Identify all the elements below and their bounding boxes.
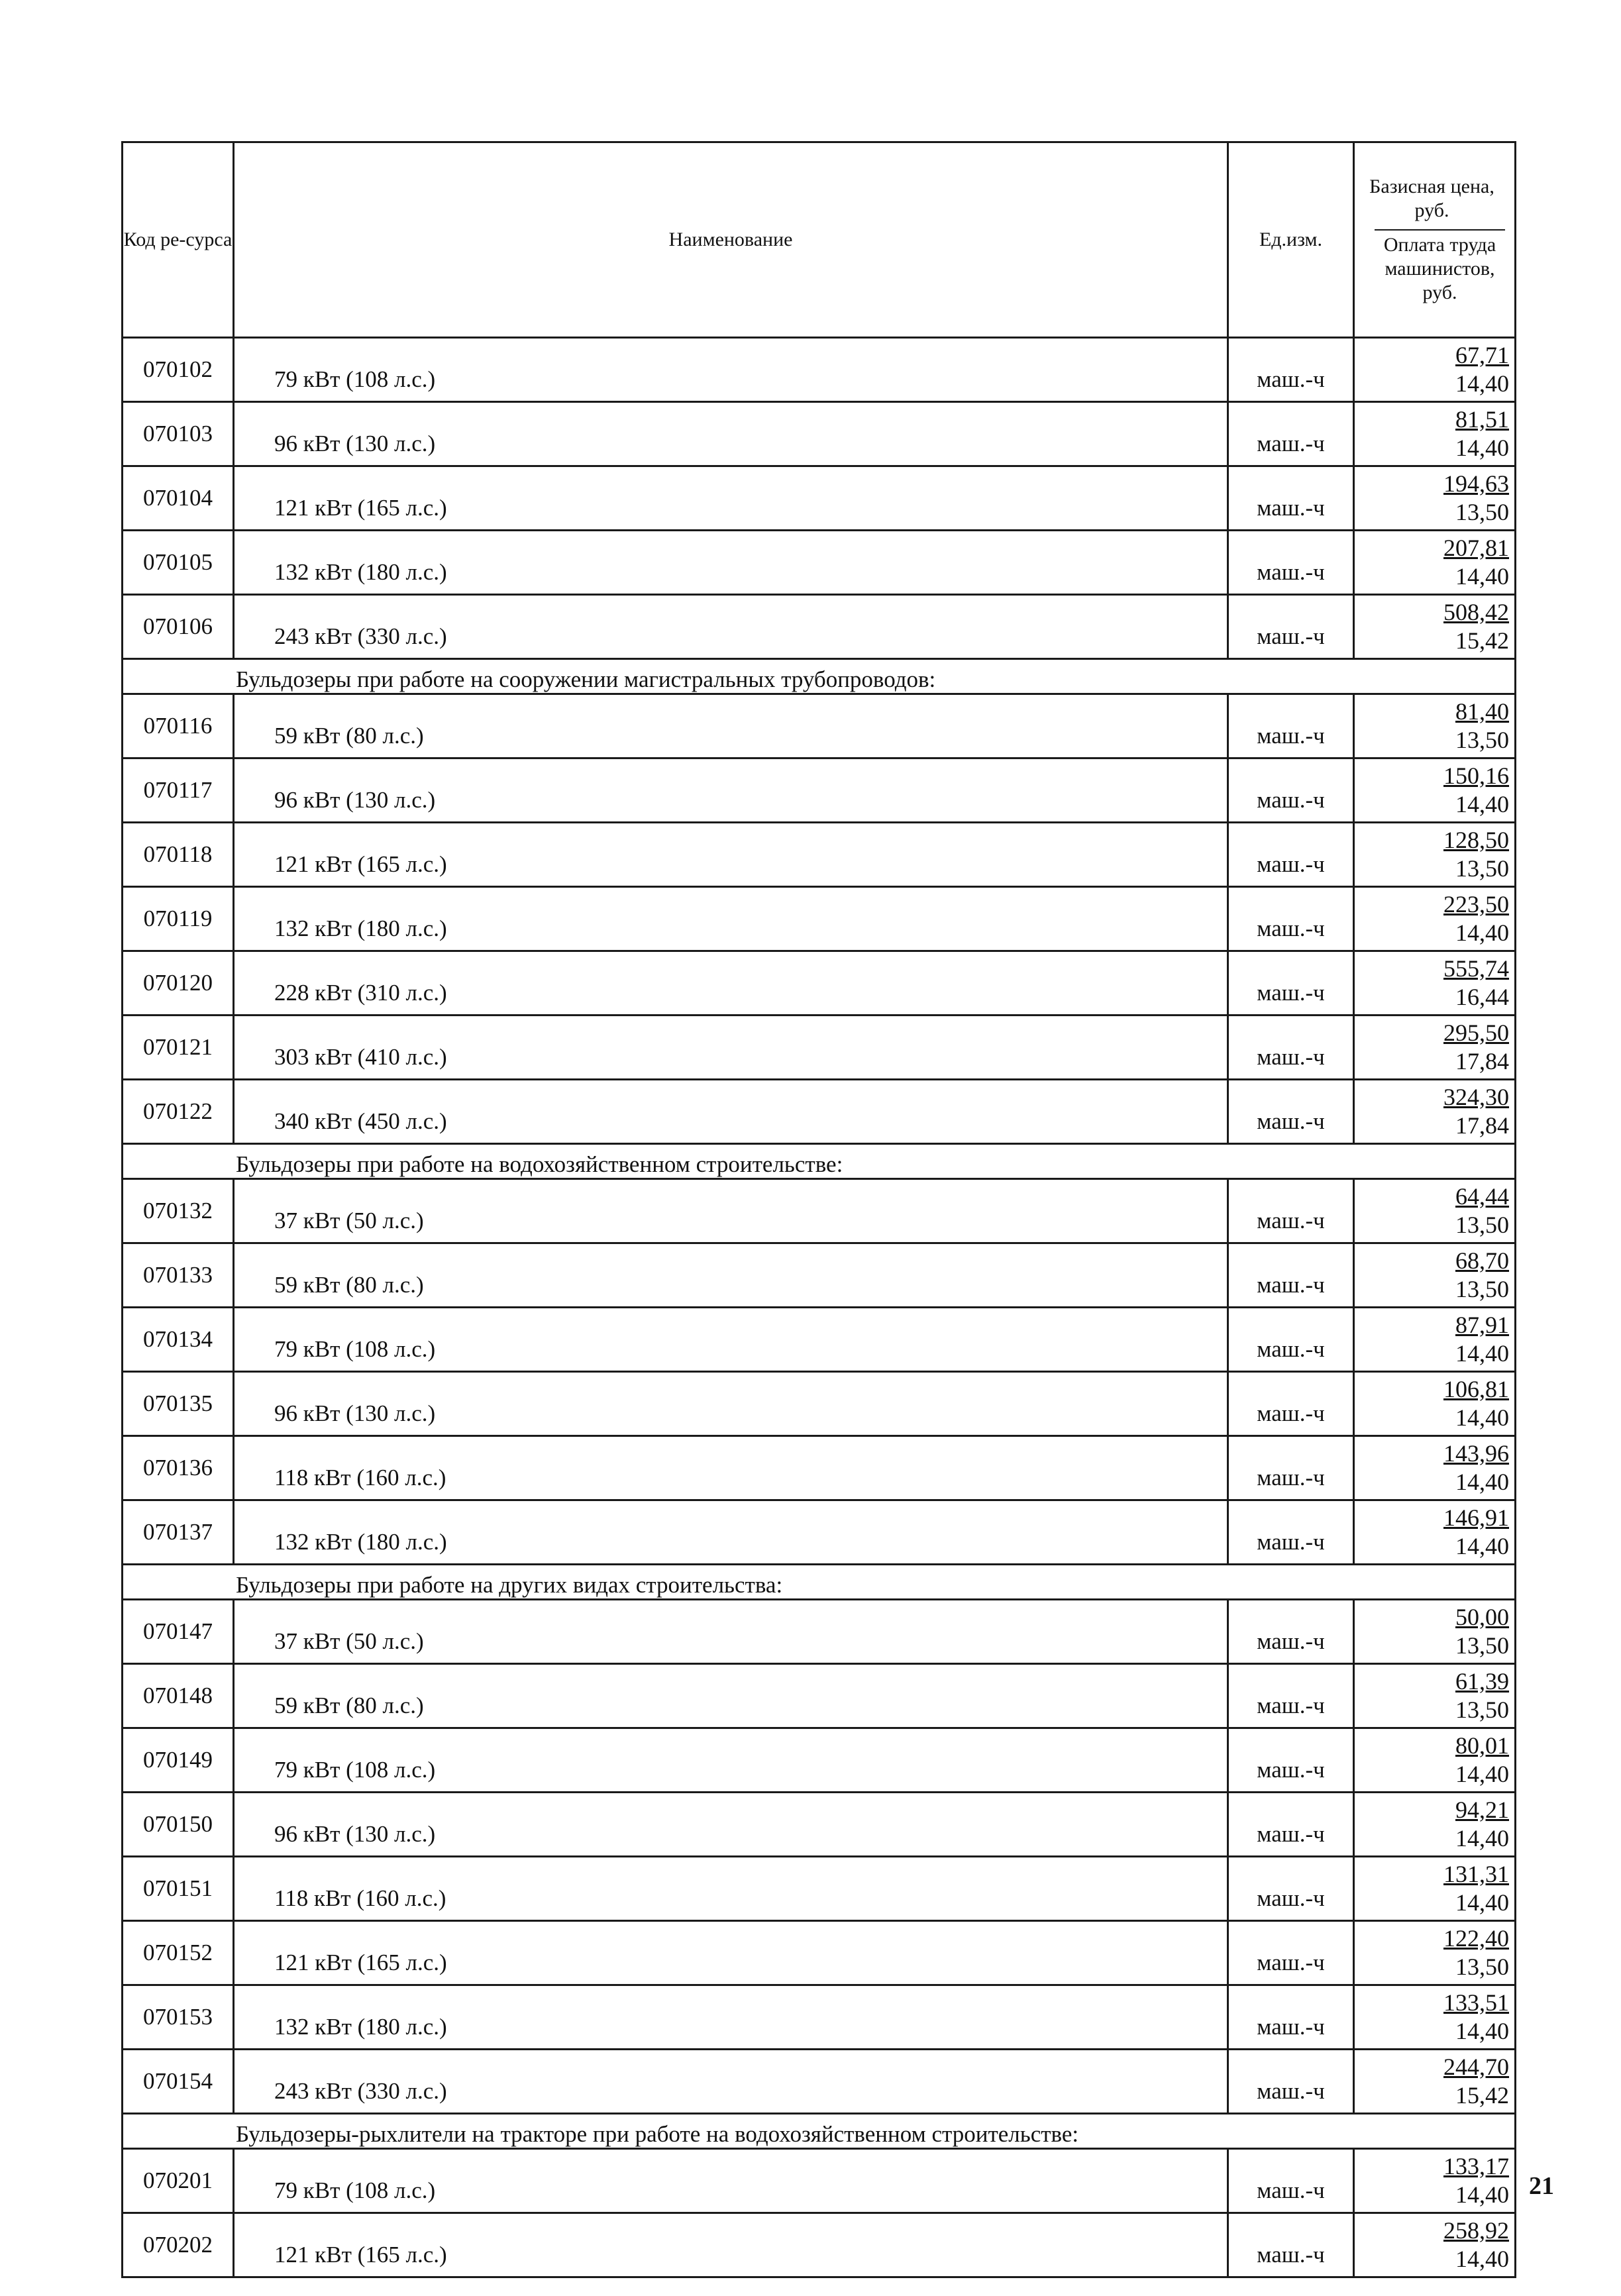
table-row [123,466,1516,531]
price-cell [1354,2149,1516,2213]
unit: маш.-ч [1228,1308,1354,1372]
table-row [123,823,1516,887]
resource-name: 96 кВт (130 л.с.) [234,758,1228,823]
base-price: 94,21 [1455,1797,1509,1823]
table-row [123,1728,1516,1793]
unit: маш.-ч [1228,1016,1354,1080]
base-price: 508,42 [1443,599,1509,625]
resource-name: 132 кВт (180 л.с.) [234,531,1228,595]
price-cell [1354,1985,1516,2050]
labor-pay: 14,40 [1455,563,1509,590]
unit: маш.-ч [1228,1179,1354,1243]
unit: маш.-ч [1228,758,1354,823]
table-row [123,758,1516,823]
base-price: 143,96 [1443,1440,1509,1467]
base-price: 87,91 [1455,1312,1509,1338]
resource-code: 070151 [123,1857,234,1921]
resource-name: 79 кВт (108 л.с.) [234,1308,1228,1372]
resource-name: 59 кВт (80 л.с.) [234,1243,1228,1308]
base-price: 122,40 [1443,1925,1509,1952]
resource-code: 070201 [123,2149,234,2213]
section-title: Бульдозеры при работе на других видах строительства: [123,1565,1516,1600]
base-price: 50,00 [1455,1604,1509,1630]
labor-pay: 14,40 [1455,2246,1509,2272]
labor-pay: 15,42 [1455,2082,1509,2109]
header-name: Наименование [234,142,1228,338]
resource-name: 79 кВт (108 л.с.) [234,2149,1228,2213]
resource-code: 070119 [123,887,234,951]
labor-pay: 14,40 [1455,1761,1509,1787]
labor-pay: 14,40 [1455,1404,1509,1431]
table-row [123,1600,1516,1664]
table-row [123,2213,1516,2277]
table-row [123,1436,1516,1500]
unit: маш.-ч [1228,951,1354,1016]
base-price: 80,01 [1455,1732,1509,1759]
unit: маш.-ч [1228,694,1354,758]
resource-name: 118 кВт (160 л.с.) [234,1857,1228,1921]
unit: маш.-ч [1228,531,1354,595]
table-row [123,1921,1516,1985]
table-row [123,1016,1516,1080]
price-cell [1354,823,1516,887]
table-row [123,338,1516,402]
section-row [123,659,1516,694]
labor-pay: 14,40 [1455,791,1509,817]
price-cell [1354,1436,1516,1500]
resource-name: 59 кВт (80 л.с.) [234,694,1228,758]
labor-pay: 17,84 [1455,1048,1509,1074]
table-row [123,1080,1516,1144]
unit: маш.-ч [1228,1857,1354,1921]
table-row [123,1372,1516,1436]
unit: маш.-ч [1228,1600,1354,1664]
unit: маш.-ч [1228,2149,1354,2213]
resource-code: 070136 [123,1436,234,1500]
resource-name: 96 кВт (130 л.с.) [234,1372,1228,1436]
resource-code: 070152 [123,1921,234,1985]
section-title: Бульдозеры при работе на сооружении магистральных трубопроводов: [123,659,1516,694]
price-cell [1354,531,1516,595]
base-price: 223,50 [1443,891,1509,917]
price-cell [1354,1600,1516,1664]
price-cell [1354,1664,1516,1728]
labor-pay: 13,50 [1455,1276,1509,1302]
base-price: 81,51 [1455,406,1509,433]
table-row [123,951,1516,1016]
unit: маш.-ч [1228,1436,1354,1500]
base-price: 555,74 [1443,955,1509,982]
table-row [123,1179,1516,1243]
table-row [123,531,1516,595]
labor-pay: 17,84 [1455,1112,1509,1139]
resource-name: 121 кВт (165 л.с.) [234,2213,1228,2277]
resource-code: 070135 [123,1372,234,1436]
labor-pay: 15,42 [1455,627,1509,654]
resource-code: 070148 [123,1664,234,1728]
resource-code: 070202 [123,2213,234,2277]
table-header-row [123,142,1516,338]
price-cell [1354,887,1516,951]
base-price: 61,39 [1455,1668,1509,1695]
table-body [123,338,1516,2277]
resource-code: 070137 [123,1500,234,1565]
header-code: Код ре-сурса [123,142,234,338]
labor-pay: 13,50 [1455,855,1509,882]
labor-pay: 14,40 [1455,435,1509,461]
resource-name: 132 кВт (180 л.с.) [234,1985,1228,2050]
unit: маш.-ч [1228,1500,1354,1565]
price-cell [1354,466,1516,531]
unit: маш.-ч [1228,402,1354,466]
resource-code: 070120 [123,951,234,1016]
unit: маш.-ч [1228,1921,1354,1985]
labor-pay: 13,50 [1455,499,1509,525]
resource-name: 228 кВт (310 л.с.) [234,951,1228,1016]
base-price: 64,44 [1455,1183,1509,1210]
price-table [121,141,1516,2278]
table-row [123,694,1516,758]
labor-pay: 14,40 [1455,1340,1509,1367]
table-row [123,1243,1516,1308]
price-cell [1354,1793,1516,1857]
price-cell [1354,1728,1516,1793]
table-row [123,1308,1516,1372]
price-cell [1354,1500,1516,1565]
labor-pay: 14,40 [1455,1469,1509,1495]
section-row [123,2114,1516,2149]
labor-pay: 14,40 [1455,2018,1509,2044]
unit: маш.-ч [1228,595,1354,659]
labor-pay: 14,40 [1455,1533,1509,1559]
table-row [123,595,1516,659]
resource-name: 37 кВт (50 л.с.) [234,1600,1228,1664]
base-price: 207,81 [1443,535,1509,561]
base-price: 67,71 [1455,342,1509,368]
price-cell [1354,1921,1516,1985]
labor-pay: 14,40 [1455,370,1509,397]
price-cell [1354,1016,1516,1080]
base-price: 68,70 [1455,1247,1509,1274]
resource-name: 118 кВт (160 л.с.) [234,1436,1228,1500]
unit: маш.-ч [1228,338,1354,402]
labor-pay: 14,40 [1455,919,1509,946]
header-labor-pay: Оплата труда машинистов, руб. [1375,229,1505,305]
price-cell [1354,1372,1516,1436]
resource-code: 070147 [123,1600,234,1664]
unit: маш.-ч [1228,1728,1354,1793]
resource-name: 59 кВт (80 л.с.) [234,1664,1228,1728]
labor-pay: 13,50 [1455,1696,1509,1723]
resource-name: 303 кВт (410 л.с.) [234,1016,1228,1080]
section-row [123,1565,1516,1600]
resource-name: 243 кВт (330 л.с.) [234,2050,1228,2114]
price-cell [1354,2213,1516,2277]
resource-code: 070153 [123,1985,234,2050]
header-price [1354,142,1516,338]
table-row [123,2050,1516,2114]
price-cell [1354,1243,1516,1308]
resource-name: 96 кВт (130 л.с.) [234,1793,1228,1857]
base-price: 244,70 [1443,2054,1509,2080]
price-cell [1354,694,1516,758]
resource-code: 070103 [123,402,234,466]
resource-name: 132 кВт (180 л.с.) [234,887,1228,951]
resource-code: 070132 [123,1179,234,1243]
unit: маш.-ч [1228,466,1354,531]
resource-code: 070149 [123,1728,234,1793]
unit: маш.-ч [1228,1372,1354,1436]
section-title: Бульдозеры при работе на водохозяйственном строительстве: [123,1144,1516,1179]
base-price: 324,30 [1443,1084,1509,1110]
unit: маш.-ч [1228,887,1354,951]
table-row [123,1793,1516,1857]
labor-pay: 13,50 [1455,1632,1509,1659]
table-row [123,1664,1516,1728]
price-cell [1354,758,1516,823]
resource-code: 070105 [123,531,234,595]
table-row [123,1500,1516,1565]
resource-code: 070117 [123,758,234,823]
price-cell [1354,1179,1516,1243]
resource-code: 070116 [123,694,234,758]
resource-name: 37 кВт (50 л.с.) [234,1179,1228,1243]
header-base-price: Базисная цена, руб. [1369,176,1494,221]
base-price: 133,51 [1443,1989,1509,2016]
base-price: 133,17 [1443,2153,1509,2179]
unit: маш.-ч [1228,823,1354,887]
base-price: 131,31 [1443,1861,1509,1887]
unit: маш.-ч [1228,2213,1354,2277]
resource-code: 070134 [123,1308,234,1372]
resource-code: 070106 [123,595,234,659]
price-cell [1354,2050,1516,2114]
labor-pay: 14,40 [1455,1825,1509,1852]
price-cell [1354,595,1516,659]
base-price: 128,50 [1443,827,1509,853]
price-cell [1354,402,1516,466]
base-price: 106,81 [1443,1376,1509,1402]
unit: маш.-ч [1228,1664,1354,1728]
resource-code: 070133 [123,1243,234,1308]
resource-name: 121 кВт (165 л.с.) [234,1921,1228,1985]
labor-pay: 16,44 [1455,984,1509,1010]
unit: маш.-ч [1228,1243,1354,1308]
unit: маш.-ч [1228,2050,1354,2114]
table-row [123,887,1516,951]
resource-code: 070104 [123,466,234,531]
resource-name: 132 кВт (180 л.с.) [234,1500,1228,1565]
base-price: 194,63 [1443,470,1509,497]
resource-code: 070122 [123,1080,234,1144]
labor-pay: 14,40 [1455,1889,1509,1916]
table-row [123,402,1516,466]
resource-name: 79 кВт (108 л.с.) [234,1728,1228,1793]
section-row [123,1144,1516,1179]
header-unit: Ед.изм. [1228,142,1354,338]
unit: маш.-ч [1228,1985,1354,2050]
base-price: 258,92 [1443,2217,1509,2244]
base-price: 150,16 [1443,762,1509,789]
labor-pay: 13,50 [1455,727,1509,753]
labor-pay: 13,50 [1455,1212,1509,1238]
price-cell [1354,1308,1516,1372]
resource-name: 243 кВт (330 л.с.) [234,595,1228,659]
price-cell [1354,1080,1516,1144]
resource-code: 070154 [123,2050,234,2114]
resource-name: 121 кВт (165 л.с.) [234,823,1228,887]
resource-code: 070118 [123,823,234,887]
table-row [123,1857,1516,1921]
resource-name: 340 кВт (450 л.с.) [234,1080,1228,1144]
labor-pay: 14,40 [1455,2181,1509,2208]
resource-code: 070102 [123,338,234,402]
section-title: Бульдозеры-рыхлители на тракторе при работе на водохозяйственном строительстве: [123,2114,1516,2149]
price-cell [1354,1857,1516,1921]
table-row [123,1985,1516,2050]
price-cell [1354,951,1516,1016]
base-price: 146,91 [1443,1504,1509,1531]
table-row [123,2149,1516,2213]
unit: маш.-ч [1228,1080,1354,1144]
resource-name: 79 кВт (108 л.с.) [234,338,1228,402]
resource-code: 070150 [123,1793,234,1857]
resource-name: 96 кВт (130 л.с.) [234,402,1228,466]
labor-pay: 13,50 [1455,1954,1509,1980]
resource-code: 070121 [123,1016,234,1080]
resource-name: 121 кВт (165 л.с.) [234,466,1228,531]
unit: маш.-ч [1228,1793,1354,1857]
base-price: 81,40 [1455,698,1509,725]
page-number: 21 [1529,2172,1554,2200]
price-cell [1354,338,1516,402]
base-price: 295,50 [1443,1019,1509,1046]
